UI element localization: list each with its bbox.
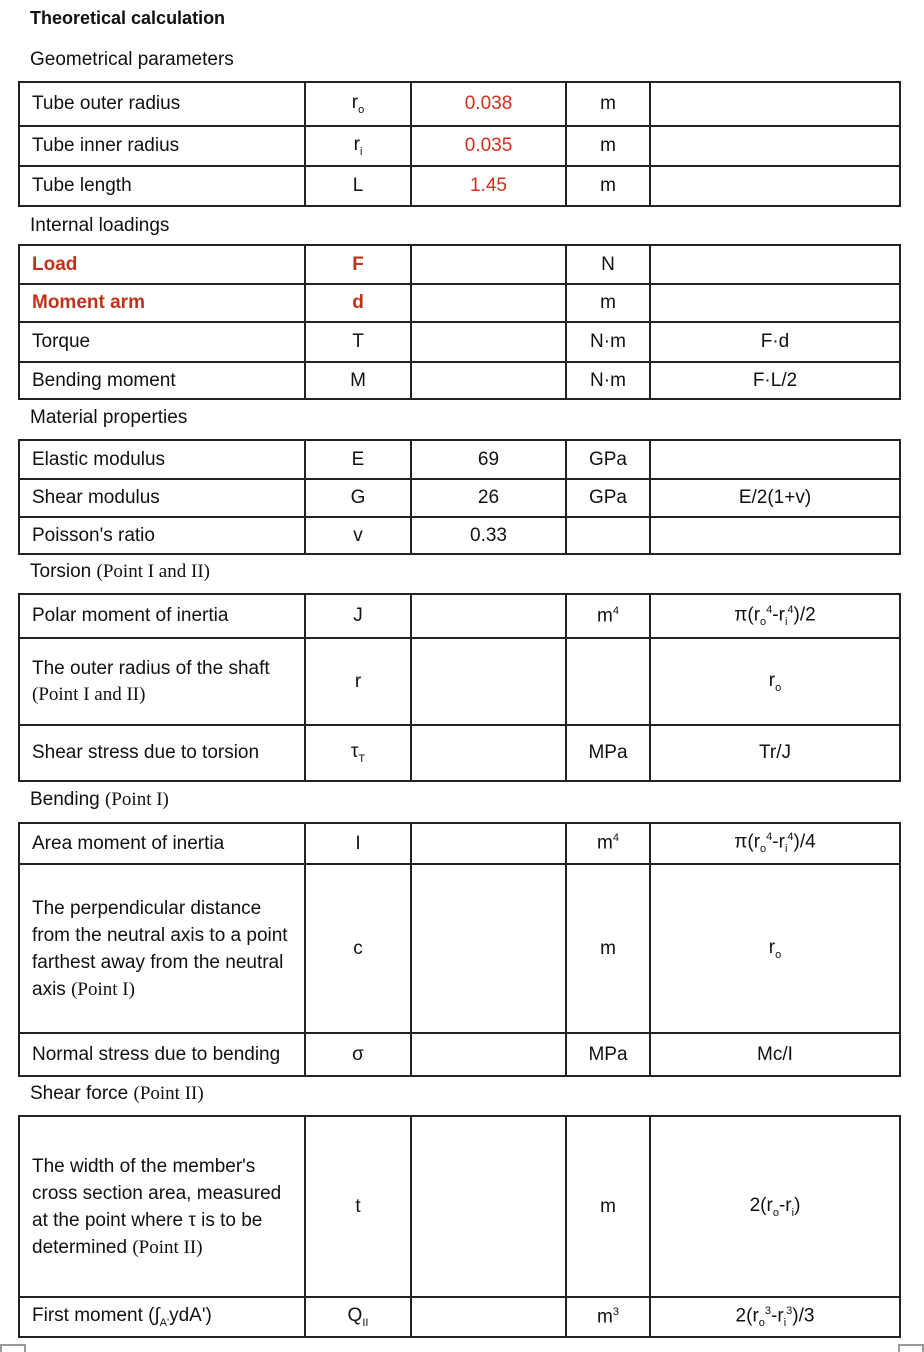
table-row (19, 638, 900, 725)
row-formula: Tr/J (650, 725, 900, 781)
row-formula (650, 245, 900, 284)
row-symbol: T (305, 322, 411, 362)
row-symbol: r (305, 638, 411, 725)
row-value[interactable] (411, 245, 566, 284)
row-unit: m (566, 166, 650, 206)
row-unit: m (566, 126, 650, 166)
table-material (18, 439, 901, 555)
table-row (19, 1297, 900, 1337)
table-row (19, 864, 900, 1033)
row-value[interactable] (411, 594, 566, 638)
row-unit: m (566, 864, 650, 1033)
row-value[interactable] (411, 1033, 566, 1076)
row-value[interactable]: 1.45 (411, 166, 566, 206)
row-value[interactable] (411, 638, 566, 725)
row-unit: m (566, 284, 650, 322)
row-value[interactable] (411, 725, 566, 781)
table-bending (18, 822, 901, 1077)
row-symbol: $r_o$ (305, 82, 411, 126)
section-material: Material properties (30, 407, 188, 428)
section-geometrical: Geometrical parameters (30, 49, 234, 70)
row-formula: $r_o$ (650, 864, 900, 1033)
row-label: Tube length (19, 166, 305, 206)
row-value[interactable] (411, 284, 566, 322)
row-symbol: E (305, 440, 411, 479)
row-formula (650, 440, 900, 479)
row-label: First moment $(\int_{A'}ydA')$ (19, 1297, 305, 1337)
row-unit: $m^4$ (566, 594, 650, 638)
row-unit: N·m (566, 362, 650, 399)
row-unit: MPa (566, 1033, 650, 1076)
row-symbol: G (305, 479, 411, 517)
row-formula (650, 126, 900, 166)
row-formula (650, 284, 900, 322)
row-label: Tube inner radius (19, 126, 305, 166)
row-value[interactable]: 0.33 (411, 517, 566, 554)
section-bending: Bending (Point I) (30, 789, 169, 810)
row-symbol: F (305, 245, 411, 284)
row-label: Tube outer radius (19, 82, 305, 126)
row-symbol: d (305, 284, 411, 322)
row-formula: E/2(1+v) (650, 479, 900, 517)
row-value[interactable] (411, 823, 566, 864)
row-label: Load (19, 245, 305, 284)
row-formula (650, 517, 900, 554)
row-symbol: $Q_{II}$ (305, 1297, 411, 1337)
row-label: The width of the member's cross section area, measured at the point where τ is to be determined (Point II) (19, 1116, 305, 1297)
row-unit: m (566, 1116, 650, 1297)
row-label: Bending moment (19, 362, 305, 399)
row-value[interactable] (411, 322, 566, 362)
row-formula: $\pi(r_o^4-r_i^4)/2$ (650, 594, 900, 638)
row-label: Polar moment of inertia (19, 594, 305, 638)
row-unit: N (566, 245, 650, 284)
row-unit: GPa (566, 479, 650, 517)
table-geometrical (18, 81, 901, 207)
row-value[interactable] (411, 1297, 566, 1337)
table-row (19, 82, 900, 126)
table-row (19, 594, 900, 638)
table-row (19, 1033, 900, 1076)
table-torsion (18, 593, 901, 782)
corner-mark-right (898, 1344, 924, 1352)
row-symbol: t (305, 1116, 411, 1297)
row-label: Elastic modulus (19, 440, 305, 479)
row-value[interactable] (411, 864, 566, 1033)
table-shear (18, 1115, 901, 1338)
row-unit (566, 517, 650, 554)
row-unit (566, 638, 650, 725)
row-value[interactable]: 0.035 (411, 126, 566, 166)
table-row (19, 479, 900, 517)
table-row (19, 823, 900, 864)
row-formula: F·d (650, 322, 900, 362)
table-row (19, 1116, 900, 1297)
row-label: Moment arm (19, 284, 305, 322)
row-formula (650, 82, 900, 126)
row-symbol: σ (305, 1033, 411, 1076)
row-value[interactable] (411, 362, 566, 399)
row-unit: N·m (566, 322, 650, 362)
page-title: Theoretical calculation (30, 8, 226, 28)
row-value[interactable] (411, 1116, 566, 1297)
row-unit: GPa (566, 440, 650, 479)
row-label: Torque (19, 322, 305, 362)
table-row (19, 517, 900, 554)
table-row (19, 126, 900, 166)
row-symbol: c (305, 864, 411, 1033)
table-row (19, 245, 900, 284)
table-row (19, 725, 900, 781)
row-label: The outer radius of the shaft (Point I and II) (19, 638, 305, 725)
row-label: Shear modulus (19, 479, 305, 517)
row-formula: $\pi(r_o^4-r_i^4)/4$ (650, 823, 900, 864)
row-value[interactable]: 69 (411, 440, 566, 479)
row-formula (650, 166, 900, 206)
row-formula: Mc/I (650, 1033, 900, 1076)
row-symbol: $r_i$ (305, 126, 411, 166)
row-symbol: $\tau_T$ (305, 725, 411, 781)
table-row (19, 166, 900, 206)
row-formula: $r_o$ (650, 638, 900, 725)
row-symbol: J (305, 594, 411, 638)
row-value[interactable]: 0.038 (411, 82, 566, 126)
corner-mark-left (0, 1344, 26, 1352)
section-torsion: Torsion (Point I and II) (30, 561, 210, 582)
row-formula: $2(r_o^3-r_i^3)/3$ (650, 1297, 900, 1337)
table-row (19, 362, 900, 399)
row-label: Normal stress due to bending (19, 1033, 305, 1076)
row-symbol: I (305, 823, 411, 864)
row-unit: $m^4$ (566, 823, 650, 864)
table-row (19, 322, 900, 362)
row-label: Area moment of inertia (19, 823, 305, 864)
section-internal: Internal loadings (30, 215, 170, 236)
table-internal (18, 244, 901, 400)
row-formula: $2(r_o-r_i)$ (650, 1116, 900, 1297)
row-symbol: L (305, 166, 411, 206)
row-symbol: M (305, 362, 411, 399)
row-label: Shear stress due to torsion (19, 725, 305, 781)
table-row (19, 440, 900, 479)
row-label: Poisson's ratio (19, 517, 305, 554)
row-unit: MPa (566, 725, 650, 781)
row-unit: $m^3$ (566, 1297, 650, 1337)
row-formula: F·L/2 (650, 362, 900, 399)
row-label: The perpendicular distance from the neutral axis to a point farthest away from the neutral axis (Point I) (19, 864, 305, 1033)
row-unit: m (566, 82, 650, 126)
section-shear: Shear force (Point II) (30, 1083, 204, 1104)
row-value[interactable]: 26 (411, 479, 566, 517)
row-symbol: v (305, 517, 411, 554)
table-row (19, 284, 900, 322)
